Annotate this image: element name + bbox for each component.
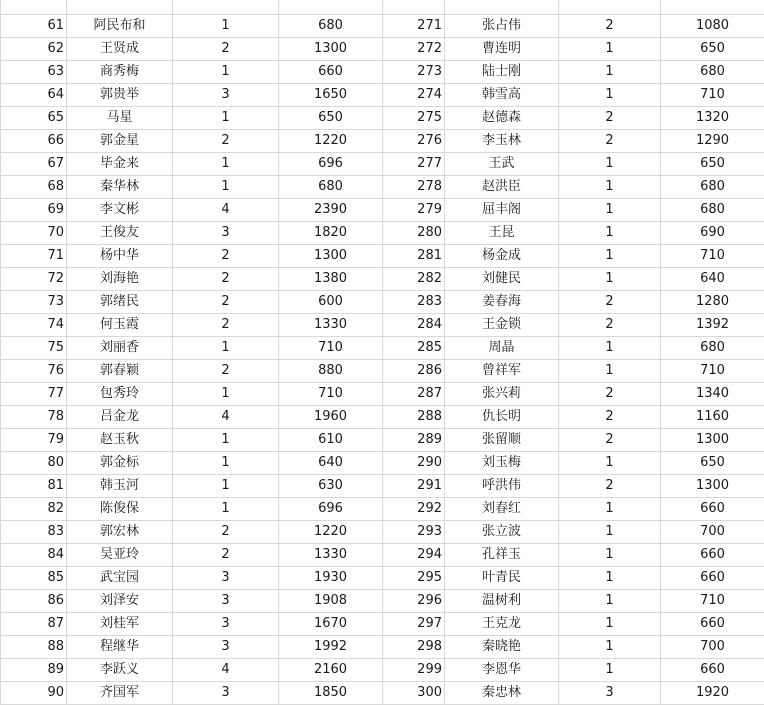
- table-cell[interactable]: 1380: [279, 268, 383, 291]
- table-cell[interactable]: 1220: [279, 521, 383, 544]
- table-row: [1, 659, 764, 682]
- table-cell[interactable]: 4: [173, 406, 279, 429]
- table-cell[interactable]: 郭宏林: [67, 521, 173, 544]
- table-cell[interactable]: 李玉林: [445, 130, 559, 153]
- table-cell[interactable]: 292: [383, 498, 445, 521]
- table-cell[interactable]: 284: [383, 314, 445, 337]
- table-cell[interactable]: 84: [1, 544, 67, 567]
- table-cell[interactable]: 1: [559, 268, 661, 291]
- table-cell[interactable]: 商秀梅: [67, 61, 173, 84]
- table-cell[interactable]: 2: [173, 544, 279, 567]
- table-cell[interactable]: 2: [173, 314, 279, 337]
- table-cell[interactable]: 88: [1, 636, 67, 659]
- table-cell[interactable]: 2160: [279, 659, 383, 682]
- table-cell[interactable]: 1: [559, 153, 661, 176]
- table-cell[interactable]: 1392: [661, 314, 764, 337]
- table-cell[interactable]: 2: [173, 268, 279, 291]
- table-cell[interactable]: 70: [1, 222, 67, 245]
- table-cell[interactable]: 2: [559, 314, 661, 337]
- table-cell[interactable]: 2: [173, 521, 279, 544]
- table-row: [1, 245, 764, 268]
- table-row: [1, 337, 764, 360]
- table-cell[interactable]: 1930: [279, 567, 383, 590]
- table-row: [1, 199, 764, 222]
- table-cell[interactable]: 83: [1, 521, 67, 544]
- table-cell[interactable]: 刘泽安: [67, 590, 173, 613]
- table-cell[interactable]: 288: [383, 406, 445, 429]
- table-cell[interactable]: 1290: [661, 130, 764, 153]
- table-cell[interactable]: 294: [383, 544, 445, 567]
- table-cell[interactable]: 1300: [661, 475, 764, 498]
- table-cell[interactable]: 660: [661, 498, 764, 521]
- table-cell[interactable]: 3: [173, 636, 279, 659]
- table-cell[interactable]: 郭春颖: [67, 360, 173, 383]
- table-cell[interactable]: 650: [279, 107, 383, 130]
- table-cell[interactable]: 300: [383, 682, 445, 705]
- table-cell[interactable]: 刘海艳: [67, 268, 173, 291]
- table-cell[interactable]: 61: [1, 15, 67, 38]
- table-row: [1, 613, 764, 636]
- table-cell[interactable]: 700: [661, 636, 764, 659]
- table-cell[interactable]: 郭贵举: [67, 84, 173, 107]
- table-cell[interactable]: 1: [559, 84, 661, 107]
- table-cell[interactable]: 64: [1, 84, 67, 107]
- table-cell[interactable]: 710: [279, 383, 383, 406]
- table-cell[interactable]: 赵玉秋: [67, 429, 173, 452]
- table-cell[interactable]: 86: [1, 590, 67, 613]
- table-cell[interactable]: 880: [279, 360, 383, 383]
- table-cell[interactable]: 包秀玲: [67, 383, 173, 406]
- table-cell[interactable]: 2: [559, 429, 661, 452]
- table-cell[interactable]: 2: [559, 475, 661, 498]
- table-cell[interactable]: 282: [383, 268, 445, 291]
- table-cell[interactable]: 275: [383, 107, 445, 130]
- table-cell[interactable]: 1820: [279, 222, 383, 245]
- table-cell[interactable]: 74: [1, 314, 67, 337]
- table-cell[interactable]: 4: [173, 659, 279, 682]
- table-cell[interactable]: 90: [1, 682, 67, 705]
- table-cell[interactable]: 71: [1, 245, 67, 268]
- table-cell[interactable]: 1: [559, 636, 661, 659]
- table-cell[interactable]: 1340: [661, 383, 764, 406]
- table-cell[interactable]: 650: [661, 452, 764, 475]
- table-cell[interactable]: 680: [661, 199, 764, 222]
- table-cell[interactable]: 295: [383, 567, 445, 590]
- table-cell[interactable]: 1: [559, 38, 661, 61]
- table-cell[interactable]: 1: [559, 245, 661, 268]
- table-cell[interactable]: [445, 0, 559, 15]
- table-cell[interactable]: 叶青民: [445, 567, 559, 590]
- table-cell[interactable]: 660: [279, 61, 383, 84]
- table-cell[interactable]: 3: [173, 567, 279, 590]
- table-cell[interactable]: 1300: [279, 245, 383, 268]
- table-cell[interactable]: 屈丰阁: [445, 199, 559, 222]
- table-cell[interactable]: 660: [661, 544, 764, 567]
- table-cell[interactable]: 姜春海: [445, 291, 559, 314]
- table-cell[interactable]: 赵德森: [445, 107, 559, 130]
- table-row: [1, 222, 764, 245]
- table-row: [1, 314, 764, 337]
- table-cell[interactable]: 297: [383, 613, 445, 636]
- table-cell[interactable]: 王武: [445, 153, 559, 176]
- table-row: [1, 636, 764, 659]
- table-cell[interactable]: 1992: [279, 636, 383, 659]
- table-cell[interactable]: 1: [559, 61, 661, 84]
- table-cell[interactable]: 阿民布和: [67, 15, 173, 38]
- table-cell[interactable]: 2: [173, 291, 279, 314]
- table-cell[interactable]: 2390: [279, 199, 383, 222]
- table-cell[interactable]: 吴亚玲: [67, 544, 173, 567]
- table-cell[interactable]: 67: [1, 153, 67, 176]
- table-cell[interactable]: 1: [173, 498, 279, 521]
- table-cell[interactable]: 293: [383, 521, 445, 544]
- table-cell[interactable]: 2: [559, 15, 661, 38]
- table-cell[interactable]: 65: [1, 107, 67, 130]
- table-cell[interactable]: 77: [1, 383, 67, 406]
- table-cell[interactable]: 1: [559, 544, 661, 567]
- table-cell[interactable]: 85: [1, 567, 67, 590]
- table-cell[interactable]: 孔祥玉: [445, 544, 559, 567]
- table-cell[interactable]: 1: [173, 107, 279, 130]
- table-cell[interactable]: 1: [173, 61, 279, 84]
- table-cell[interactable]: 2: [559, 107, 661, 130]
- table-cell[interactable]: 650: [661, 38, 764, 61]
- table-cell[interactable]: 王克龙: [445, 613, 559, 636]
- table-cell[interactable]: 韩雪高: [445, 84, 559, 107]
- table-cell[interactable]: 马星: [67, 107, 173, 130]
- table-cell[interactable]: 1: [559, 590, 661, 613]
- table-cell[interactable]: 710: [661, 590, 764, 613]
- table-cell[interactable]: 1: [559, 567, 661, 590]
- table-row: [1, 360, 764, 383]
- table-cell[interactable]: 289: [383, 429, 445, 452]
- table-cell[interactable]: [383, 0, 445, 15]
- table-cell[interactable]: 285: [383, 337, 445, 360]
- table-cell[interactable]: 79: [1, 429, 67, 452]
- table-cell[interactable]: [67, 0, 173, 15]
- table-cell[interactable]: 郭金星: [67, 130, 173, 153]
- table-cell[interactable]: 610: [279, 429, 383, 452]
- table-cell[interactable]: 68: [1, 176, 67, 199]
- table-cell[interactable]: 1: [173, 176, 279, 199]
- table-cell[interactable]: 1650: [279, 84, 383, 107]
- table-row: [1, 291, 764, 314]
- table-cell[interactable]: 陆士刚: [445, 61, 559, 84]
- table-cell[interactable]: 286: [383, 360, 445, 383]
- table-cell[interactable]: 2: [559, 406, 661, 429]
- table-cell[interactable]: 89: [1, 659, 67, 682]
- table-cell[interactable]: 279: [383, 199, 445, 222]
- table-cell[interactable]: 280: [383, 222, 445, 245]
- table-cell[interactable]: 2: [173, 245, 279, 268]
- table-cell[interactable]: 640: [661, 268, 764, 291]
- table-cell[interactable]: [279, 0, 383, 15]
- table-cell[interactable]: 刘丽香: [67, 337, 173, 360]
- table-cell[interactable]: 690: [661, 222, 764, 245]
- table-cell[interactable]: 1: [559, 199, 661, 222]
- table-cell[interactable]: 1: [559, 613, 661, 636]
- table-cell[interactable]: 程继华: [67, 636, 173, 659]
- table-cell[interactable]: 1320: [661, 107, 764, 130]
- table-row: [1, 682, 764, 705]
- table-cell[interactable]: 王金锁: [445, 314, 559, 337]
- table-cell[interactable]: 周晶: [445, 337, 559, 360]
- table-cell[interactable]: 刘桂军: [67, 613, 173, 636]
- table-cell[interactable]: 2: [173, 360, 279, 383]
- table-row: [1, 429, 764, 452]
- table-cell[interactable]: 杨中华: [67, 245, 173, 268]
- table-cell[interactable]: 680: [279, 176, 383, 199]
- table-cell[interactable]: 1: [173, 383, 279, 406]
- table-cell[interactable]: 王昆: [445, 222, 559, 245]
- table-cell[interactable]: 650: [661, 153, 764, 176]
- table-cell[interactable]: 1280: [661, 291, 764, 314]
- table-cell[interactable]: 290: [383, 452, 445, 475]
- table-cell[interactable]: 276: [383, 130, 445, 153]
- table-cell[interactable]: [1, 0, 67, 15]
- table-cell[interactable]: 76: [1, 360, 67, 383]
- table-cell[interactable]: 287: [383, 383, 445, 406]
- table-cell[interactable]: 齐国军: [67, 682, 173, 705]
- table-cell[interactable]: 李恩华: [445, 659, 559, 682]
- table-row: [1, 590, 764, 613]
- table-cell[interactable]: 66: [1, 130, 67, 153]
- table-cell[interactable]: 630: [279, 475, 383, 498]
- table-row: [1, 452, 764, 475]
- table-cell[interactable]: 毕金来: [67, 153, 173, 176]
- table-cell[interactable]: 710: [661, 360, 764, 383]
- table-cell[interactable]: 杨金成: [445, 245, 559, 268]
- table-cell[interactable]: 1: [559, 659, 661, 682]
- table-cell[interactable]: 3: [173, 613, 279, 636]
- table-row: [1, 176, 764, 199]
- table-cell[interactable]: 1: [559, 337, 661, 360]
- table-cell[interactable]: 吕金龙: [67, 406, 173, 429]
- table-row: [1, 61, 764, 84]
- table-cell[interactable]: 王俊友: [67, 222, 173, 245]
- table-cell[interactable]: 3: [173, 222, 279, 245]
- table-cell[interactable]: 郭金标: [67, 452, 173, 475]
- table-cell[interactable]: 281: [383, 245, 445, 268]
- table-cell[interactable]: 660: [661, 659, 764, 682]
- table-cell[interactable]: 80: [1, 452, 67, 475]
- table-cell[interactable]: 4: [173, 199, 279, 222]
- table-cell[interactable]: 1300: [279, 38, 383, 61]
- table-cell[interactable]: 1: [173, 429, 279, 452]
- table-cell[interactable]: 2: [559, 130, 661, 153]
- table-cell[interactable]: 660: [661, 613, 764, 636]
- table-cell[interactable]: 张占伟: [445, 15, 559, 38]
- table-row: [1, 15, 764, 38]
- table-cell[interactable]: 1: [559, 498, 661, 521]
- table-cell[interactable]: 2: [559, 291, 661, 314]
- table-cell[interactable]: 299: [383, 659, 445, 682]
- table-cell[interactable]: 赵洪臣: [445, 176, 559, 199]
- table-cell[interactable]: 张兴莉: [445, 383, 559, 406]
- table-row: [1, 84, 764, 107]
- table-cell[interactable]: 272: [383, 38, 445, 61]
- table-cell[interactable]: 63: [1, 61, 67, 84]
- table-cell[interactable]: 1960: [279, 406, 383, 429]
- table-cell[interactable]: 274: [383, 84, 445, 107]
- table-cell[interactable]: 3: [173, 682, 279, 705]
- table-cell[interactable]: 曹连明: [445, 38, 559, 61]
- table-cell[interactable]: 2: [173, 38, 279, 61]
- table-cell[interactable]: 1: [559, 452, 661, 475]
- table-cell[interactable]: 62: [1, 38, 67, 61]
- table-row: [1, 475, 764, 498]
- table-cell[interactable]: 1160: [661, 406, 764, 429]
- table-row: [1, 38, 764, 61]
- table-cell[interactable]: 680: [661, 337, 764, 360]
- table-cell[interactable]: 710: [661, 245, 764, 268]
- table-cell[interactable]: 1330: [279, 544, 383, 567]
- table-cell[interactable]: 296: [383, 590, 445, 613]
- table-row: [1, 406, 764, 429]
- table-cell[interactable]: 秦晓艳: [445, 636, 559, 659]
- table-cell[interactable]: 680: [661, 176, 764, 199]
- table-cell[interactable]: 张立波: [445, 521, 559, 544]
- table-cell[interactable]: 何玉霞: [67, 314, 173, 337]
- table-row: [1, 153, 764, 176]
- table-cell[interactable]: 82: [1, 498, 67, 521]
- table-cell[interactable]: 1670: [279, 613, 383, 636]
- table-cell[interactable]: 69: [1, 199, 67, 222]
- table-cell[interactable]: 710: [279, 337, 383, 360]
- table-cell[interactable]: 710: [661, 84, 764, 107]
- table-cell[interactable]: 1920: [661, 682, 764, 705]
- table-row: [1, 383, 764, 406]
- table-cell[interactable]: 680: [661, 61, 764, 84]
- table-cell[interactable]: 600: [279, 291, 383, 314]
- table-cell[interactable]: 1850: [279, 682, 383, 705]
- table-cell[interactable]: 曾祥军: [445, 360, 559, 383]
- table-cell[interactable]: 3: [559, 682, 661, 705]
- table-cell[interactable]: 291: [383, 475, 445, 498]
- table-cell[interactable]: 278: [383, 176, 445, 199]
- table-cell[interactable]: 呼洪伟: [445, 475, 559, 498]
- table-cell[interactable]: 1: [559, 176, 661, 199]
- table-cell[interactable]: [559, 0, 661, 15]
- table-cell[interactable]: 1: [559, 360, 661, 383]
- table-cell[interactable]: 郭绪民: [67, 291, 173, 314]
- table-cell[interactable]: 660: [661, 567, 764, 590]
- table-cell[interactable]: 680: [279, 15, 383, 38]
- table-cell[interactable]: 78: [1, 406, 67, 429]
- table-cell[interactable]: 1: [173, 153, 279, 176]
- table-cell[interactable]: 2: [173, 130, 279, 153]
- table-cell[interactable]: [661, 0, 764, 15]
- table-cell[interactable]: 温树利: [445, 590, 559, 613]
- table-cell[interactable]: 刘健民: [445, 268, 559, 291]
- table-cell[interactable]: 张留顺: [445, 429, 559, 452]
- table-cell[interactable]: 3: [173, 590, 279, 613]
- table-cell[interactable]: 72: [1, 268, 67, 291]
- table-cell[interactable]: 640: [279, 452, 383, 475]
- table-row: [1, 498, 764, 521]
- table-cell[interactable]: 696: [279, 498, 383, 521]
- table-cell[interactable]: 刘玉梅: [445, 452, 559, 475]
- table-cell[interactable]: 1300: [661, 429, 764, 452]
- table-cell[interactable]: 1080: [661, 15, 764, 38]
- table-cell[interactable]: 1908: [279, 590, 383, 613]
- table-cell[interactable]: 刘春红: [445, 498, 559, 521]
- table-cell[interactable]: 李跃义: [67, 659, 173, 682]
- table-row: [1, 521, 764, 544]
- table-cell[interactable]: 1: [173, 337, 279, 360]
- table-cell[interactable]: 271: [383, 15, 445, 38]
- table-cell[interactable]: 1: [173, 15, 279, 38]
- table-cell[interactable]: 273: [383, 61, 445, 84]
- table-cell[interactable]: 1: [173, 475, 279, 498]
- table-cell[interactable]: 700: [661, 521, 764, 544]
- table-cell[interactable]: 1: [559, 521, 661, 544]
- table-cell[interactable]: [173, 0, 279, 15]
- table-row: [1, 268, 764, 291]
- table-cell[interactable]: 2: [559, 383, 661, 406]
- table-cell[interactable]: 仇长明: [445, 406, 559, 429]
- table-cell[interactable]: 王贤成: [67, 38, 173, 61]
- table-cell[interactable]: 73: [1, 291, 67, 314]
- table-cell[interactable]: 陈俊保: [67, 498, 173, 521]
- table-row-partial: [1, 0, 764, 15]
- table-cell[interactable]: 3: [173, 84, 279, 107]
- table-cell[interactable]: 75: [1, 337, 67, 360]
- table-cell[interactable]: 298: [383, 636, 445, 659]
- table-cell[interactable]: 武宝园: [67, 567, 173, 590]
- table-cell[interactable]: 283: [383, 291, 445, 314]
- table-row: [1, 107, 764, 130]
- table-row: [1, 130, 764, 153]
- table-cell[interactable]: 1330: [279, 314, 383, 337]
- table-cell[interactable]: 277: [383, 153, 445, 176]
- table-cell[interactable]: 696: [279, 153, 383, 176]
- table-row: [1, 567, 764, 590]
- table-cell[interactable]: 1220: [279, 130, 383, 153]
- table-cell[interactable]: 韩玉河: [67, 475, 173, 498]
- table-cell[interactable]: 81: [1, 475, 67, 498]
- table-body: [1, 0, 764, 705]
- table-cell[interactable]: 秦华林: [67, 176, 173, 199]
- table-row: [1, 544, 764, 567]
- table-cell[interactable]: 秦忠林: [445, 682, 559, 705]
- table-cell[interactable]: 1: [173, 452, 279, 475]
- table-cell[interactable]: 87: [1, 613, 67, 636]
- table-cell[interactable]: 1: [559, 222, 661, 245]
- table-cell[interactable]: 李文彬: [67, 199, 173, 222]
